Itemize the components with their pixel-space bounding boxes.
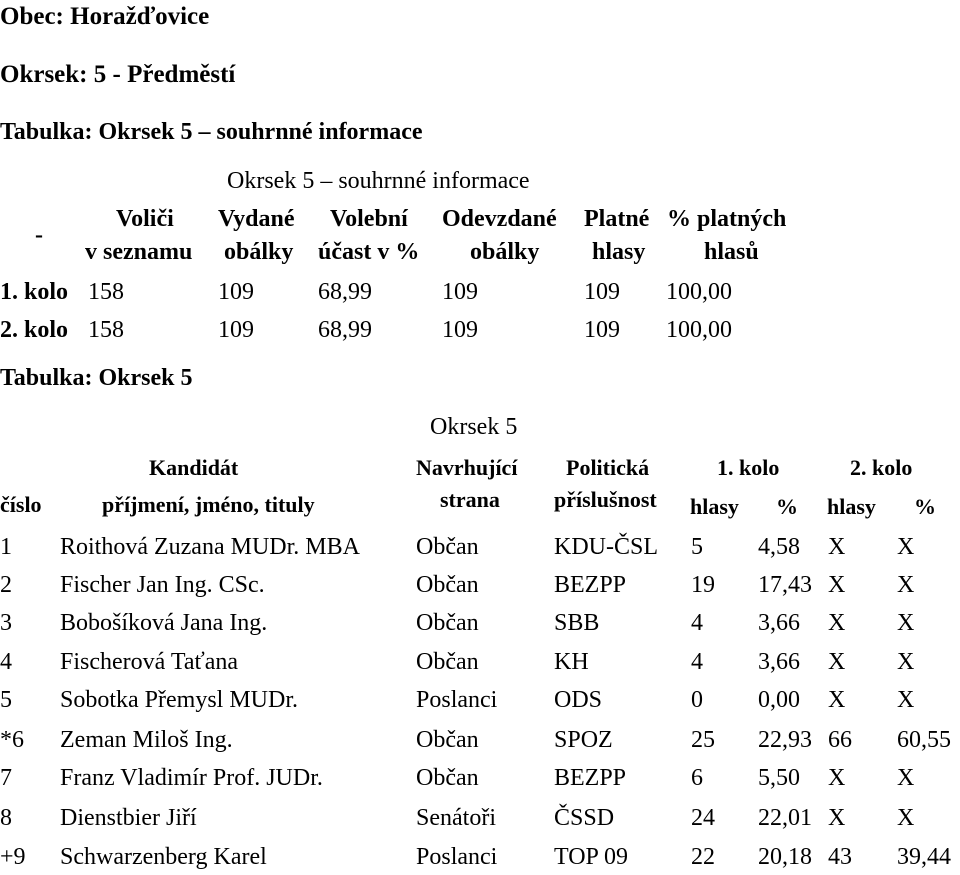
cell-hlasy2: X xyxy=(828,765,846,791)
summary-row-label: 2. kolo xyxy=(0,317,69,343)
cell-pct2: X xyxy=(897,687,915,713)
header-navrhujici: Navrhující xyxy=(416,455,518,480)
cell-strana: Občan xyxy=(416,727,479,753)
cell-strana: Senátoři xyxy=(416,805,496,831)
cell-strana: Občan xyxy=(416,610,479,636)
cell-cislo: 8 xyxy=(0,805,12,831)
cell-hlasy2: 66 xyxy=(828,727,852,753)
cell-hlasy2: X xyxy=(828,610,846,636)
cell-pct2: X xyxy=(897,610,915,636)
summary-header-line1: Platné xyxy=(584,206,650,232)
summary-header-line2: v seznamu xyxy=(85,239,193,265)
cell-prislusnost: SPOZ xyxy=(554,727,613,753)
header-hlasy2: hlasy xyxy=(827,494,876,519)
cell-hlasy1: 22 xyxy=(691,844,715,870)
summary-cell: 100,00 xyxy=(666,279,732,305)
cell-hlasy1: 25 xyxy=(691,727,715,753)
cell-strana: Občan xyxy=(416,765,479,791)
cell-jmeno: Zeman Miloš Ing. xyxy=(60,727,233,753)
cell-pct2: X xyxy=(897,534,915,560)
summary-header-line2: hlasů xyxy=(704,239,759,265)
cell-pct1: 4,58 xyxy=(758,534,800,560)
candidates-caption: Okrsek 5 xyxy=(430,414,518,440)
summary-cell: 109 xyxy=(442,317,478,343)
cell-pct1: 17,43 xyxy=(758,572,812,598)
cell-pct1: 3,66 xyxy=(758,610,800,636)
cell-hlasy2: X xyxy=(828,572,846,598)
summary-cell: 68,99 xyxy=(318,279,372,305)
summary-cell: 109 xyxy=(442,279,478,305)
cell-cislo: 5 xyxy=(0,687,12,713)
cell-prislusnost: BEZPP xyxy=(554,572,627,598)
header-kandidat: Kandidát xyxy=(149,455,239,480)
cell-prislusnost: SBB xyxy=(554,610,600,636)
header-kolo2: 2. kolo xyxy=(850,455,913,480)
header-hlasy1: hlasy xyxy=(690,494,739,519)
heading-obec: Obec: Horažďovice xyxy=(0,3,210,30)
cell-pct2: 60,55 xyxy=(897,727,951,753)
cell-strana: Poslanci xyxy=(416,844,498,870)
summary-header-line1: Volební xyxy=(330,206,408,232)
cell-cislo: 7 xyxy=(0,765,12,791)
summary-cell: 109 xyxy=(218,317,254,343)
cell-hlasy1: 5 xyxy=(691,534,703,560)
summary-cell: 109 xyxy=(218,279,254,305)
cell-pct2: X xyxy=(897,649,915,675)
cell-strana: Občan xyxy=(416,572,479,598)
cell-strana: Poslanci xyxy=(416,687,498,713)
summary-header-line1: % platných xyxy=(667,206,787,232)
cell-hlasy2: X xyxy=(828,687,846,713)
cell-jmeno: Dienstbier Jiří xyxy=(60,805,197,831)
summary-corner: - xyxy=(35,222,43,248)
cell-cislo: 3 xyxy=(0,610,12,636)
summary-header-line2: hlasy xyxy=(592,239,646,265)
cell-jmeno: Fischer Jan Ing. CSc. xyxy=(60,572,265,598)
cell-hlasy1: 0 xyxy=(691,687,703,713)
summary-header-line1: Voliči xyxy=(116,206,174,232)
summary-cell: 68,99 xyxy=(318,317,372,343)
cell-cislo: 2 xyxy=(0,572,12,598)
cell-jmeno: Schwarzenberg Karel xyxy=(60,844,267,870)
summary-header-line2: účast v % xyxy=(318,239,420,265)
summary-cell: 100,00 xyxy=(666,317,732,343)
cell-cislo: 4 xyxy=(0,649,12,675)
cell-pct2: X xyxy=(897,765,915,791)
cell-pct2: X xyxy=(897,572,915,598)
summary-header-line1: Vydané xyxy=(218,206,295,232)
header-prislusnost: příslušnost xyxy=(554,487,657,512)
cell-cislo: *6 xyxy=(0,727,24,753)
cell-jmeno: Sobotka Přemysl MUDr. xyxy=(60,687,299,713)
summary-cell: 109 xyxy=(584,317,620,343)
cell-pct1: 0,00 xyxy=(758,687,800,713)
header-pct2: % xyxy=(914,494,936,519)
cell-hlasy1: 24 xyxy=(691,805,715,831)
cell-prislusnost: KDU-ČSL xyxy=(554,534,659,560)
summary-row-label: 1. kolo xyxy=(0,279,69,305)
header-jmeno: příjmení, jméno, tituly xyxy=(102,492,315,517)
cell-prislusnost: ČSSD xyxy=(554,805,615,831)
cell-strana: Občan xyxy=(416,534,479,560)
cell-prislusnost: TOP 09 xyxy=(554,844,629,870)
summary-cell: 158 xyxy=(88,279,124,305)
summary-header-line2: obálky xyxy=(224,239,294,265)
summary-caption: Okrsek 5 – souhrnné informace xyxy=(227,168,530,194)
cell-hlasy2: X xyxy=(828,805,846,831)
cell-jmeno: Roithová Zuzana MUDr. MBA xyxy=(60,534,360,560)
cell-hlasy1: 6 xyxy=(691,765,703,791)
cell-jmeno: Fischerová Taťana xyxy=(60,649,239,675)
cell-pct1: 3,66 xyxy=(758,649,800,675)
summary-cell: 109 xyxy=(584,279,620,305)
cell-pct1: 20,18 xyxy=(758,844,812,870)
cell-pct2: 39,44 xyxy=(897,844,951,870)
cell-hlasy1: 4 xyxy=(691,610,703,636)
cell-pct2: X xyxy=(897,805,915,831)
cell-prislusnost: KH xyxy=(554,649,589,675)
header-cislo: číslo xyxy=(0,492,42,517)
cell-hlasy1: 4 xyxy=(691,649,703,675)
cell-prislusnost: ODS xyxy=(554,687,603,713)
cell-jmeno: Franz Vladimír Prof. JUDr. xyxy=(60,765,323,791)
header-politicka: Politická xyxy=(566,455,650,480)
header-pct1: % xyxy=(776,494,798,519)
summary-cell: 158 xyxy=(88,317,124,343)
summary-header-line2: obálky xyxy=(470,239,540,265)
cell-prislusnost: BEZPP xyxy=(554,765,627,791)
cell-cislo: 1 xyxy=(0,534,12,560)
cell-pct1: 22,93 xyxy=(758,727,812,753)
cell-hlasy2: 43 xyxy=(828,844,852,870)
header-strana: strana xyxy=(440,487,500,512)
heading-tabulka-candidates: Tabulka: Okrsek 5 xyxy=(0,365,193,391)
heading-tabulka-summary: Tabulka: Okrsek 5 – souhrnné informace xyxy=(0,119,423,145)
heading-okrsek: Okrsek: 5 - Předměstí xyxy=(0,61,236,88)
cell-strana: Občan xyxy=(416,649,479,675)
header-kolo1: 1. kolo xyxy=(717,455,780,480)
cell-hlasy1: 19 xyxy=(691,572,715,598)
cell-pct1: 5,50 xyxy=(758,765,800,791)
cell-pct1: 22,01 xyxy=(758,805,812,831)
cell-jmeno: Bobošíková Jana Ing. xyxy=(60,610,268,636)
cell-hlasy2: X xyxy=(828,649,846,675)
summary-header-line1: Odevzdané xyxy=(442,206,557,232)
cell-hlasy2: X xyxy=(828,534,846,560)
cell-cislo: +9 xyxy=(0,844,26,870)
